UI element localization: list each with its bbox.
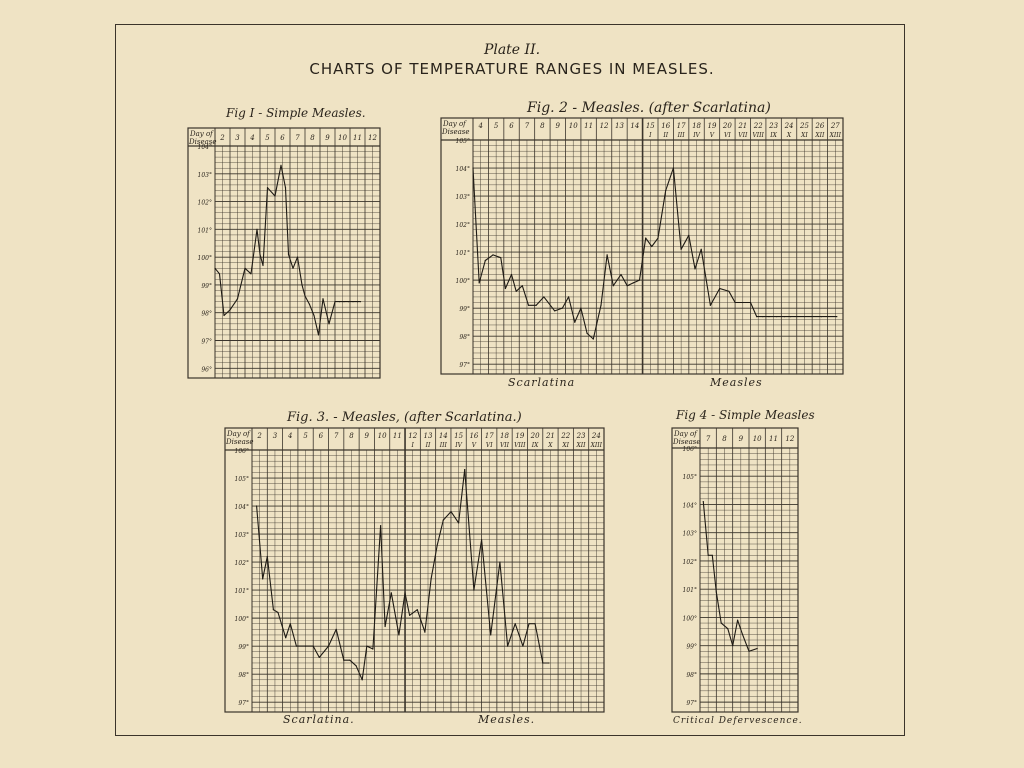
temperature-point	[768, 316, 769, 317]
day-label-7: 7	[524, 122, 530, 130]
measles-day-label-X: X	[548, 442, 553, 449]
day-label-16: 16	[469, 432, 479, 440]
temperature-point	[305, 646, 306, 647]
temperature-point	[522, 285, 523, 286]
temperature-point	[710, 305, 711, 306]
y-tick-label: 104°	[455, 166, 470, 174]
temperature-point	[728, 291, 729, 292]
measles-day-label-X: X	[786, 132, 792, 139]
temperature-point	[250, 273, 251, 274]
temperature-point	[542, 662, 543, 663]
temperature-point	[256, 229, 257, 230]
temperature-point	[516, 291, 517, 292]
temperature-point	[262, 265, 263, 266]
day-label-13: 13	[423, 432, 433, 440]
temperature-point	[391, 592, 392, 593]
temperature-point	[229, 309, 230, 310]
temperature-point	[681, 249, 682, 250]
day-label-27: 27	[830, 122, 840, 130]
temperature-point	[360, 301, 361, 302]
temperature-point	[304, 295, 305, 296]
day-label-11: 11	[392, 432, 402, 440]
temperature-point	[757, 648, 758, 649]
temperature-point	[285, 187, 286, 188]
temperature-point	[349, 660, 350, 661]
temperature-point	[223, 315, 224, 316]
temperature-point	[492, 254, 493, 255]
temperature-point	[313, 315, 314, 316]
temperature-point	[587, 333, 588, 334]
y-tick-label: 99°	[459, 306, 470, 314]
temperature-point	[804, 316, 805, 317]
day-of-disease-label: Day of Disease	[226, 430, 254, 446]
temperature-point	[328, 323, 329, 324]
day-label-5: 5	[265, 134, 270, 142]
temperature-point	[528, 305, 529, 306]
temperature-point	[343, 660, 344, 661]
temperature-point	[748, 651, 749, 652]
temperature-point	[424, 632, 425, 633]
day-label-3: 3	[235, 134, 240, 142]
day-label-8: 8	[722, 435, 727, 443]
temperature-point	[362, 679, 363, 680]
y-tick-label: 105°	[455, 138, 470, 145]
day-label-6: 6	[280, 134, 285, 142]
temperature-point	[297, 257, 298, 258]
temperature-point	[274, 195, 275, 196]
temperature-point	[356, 665, 357, 666]
y-tick-label: 102°	[682, 558, 697, 566]
measles-day-label-VIII: VIII	[752, 132, 764, 139]
measles-day-label-II: II	[425, 442, 431, 449]
measles-day-label-XIII: XIII	[829, 132, 841, 139]
temperature-point	[548, 662, 549, 663]
chart-2	[441, 118, 843, 374]
chart-1	[188, 128, 380, 378]
y-tick-label: 100°	[197, 255, 212, 263]
temperature-point	[366, 646, 367, 647]
temperature-point	[343, 301, 344, 302]
day-label-8: 8	[349, 432, 354, 440]
temperature-point	[522, 646, 523, 647]
measles-day-label-V: V	[709, 132, 715, 139]
chart-frame	[225, 428, 604, 712]
y-tick-label: 99°	[238, 644, 249, 652]
day-of-disease-label: Day of Disease	[673, 430, 701, 446]
temperature-point	[812, 316, 813, 317]
plate-label: Plate II.	[483, 42, 541, 58]
temperature-line	[215, 165, 361, 335]
temperature-point	[398, 634, 399, 635]
day-label-10: 10	[568, 122, 578, 130]
day-label-13: 13	[614, 122, 624, 130]
y-tick-label: 105°	[682, 474, 697, 482]
temperature-point	[328, 646, 329, 647]
day-label-26: 26	[815, 122, 825, 130]
y-tick-label: 99°	[686, 643, 697, 651]
measles-day-label-IV: IV	[455, 442, 462, 449]
fig3-caption: Fig. 3. - Measles, (after Scarlatina.)	[287, 410, 522, 425]
day-label-18: 18	[692, 122, 702, 130]
temperature-point	[273, 609, 274, 610]
temperature-point	[651, 246, 652, 247]
temperature-point	[505, 288, 506, 289]
y-tick-label: 103°	[455, 194, 470, 202]
y-tick-label: 97°	[686, 700, 697, 708]
temperature-point	[536, 305, 537, 306]
temperature-point	[735, 302, 736, 303]
fig1-caption: Fig I - Simple Measles.	[226, 106, 366, 120]
day-label-12: 12	[785, 435, 795, 443]
temperature-point	[334, 301, 335, 302]
day-label-20: 20	[530, 432, 540, 440]
temperature-point	[688, 235, 689, 236]
measles-day-label-XII: XII	[815, 132, 825, 139]
y-tick-label: 99°	[201, 282, 212, 290]
temperature-point	[742, 634, 743, 635]
day-label-25: 25	[799, 122, 809, 130]
temperature-point	[821, 316, 822, 317]
day-label-11: 11	[353, 134, 362, 142]
y-tick-label: 102°	[234, 560, 249, 568]
day-label-5: 5	[303, 432, 308, 440]
day-label-22: 22	[753, 122, 763, 130]
y-tick-label: 103°	[682, 530, 697, 538]
temperature-point	[580, 308, 581, 309]
day-label-2: 2	[220, 134, 225, 142]
y-tick-label: 101°	[682, 587, 697, 595]
temperature-point	[568, 296, 569, 297]
measles-day-label-VII: VII	[499, 442, 510, 449]
day-label-10: 10	[752, 435, 762, 443]
temperature-point	[404, 592, 405, 593]
temperature-point	[485, 260, 486, 261]
temperature-point	[554, 310, 555, 311]
y-tick-label: 105°	[234, 476, 249, 484]
day-label-7: 7	[295, 134, 300, 142]
day-label-23: 23	[576, 432, 586, 440]
measles-day-label-XI: XI	[562, 442, 570, 449]
temperature-point	[750, 302, 751, 303]
temperature-point	[288, 254, 289, 255]
temperature-point	[473, 590, 474, 591]
temperature-point	[280, 165, 281, 166]
temperature-point	[443, 520, 444, 521]
temperature-point	[313, 646, 314, 647]
day-label-12: 12	[368, 134, 377, 142]
temperature-point	[431, 578, 432, 579]
day-label-9: 9	[738, 435, 744, 443]
y-tick-label: 100°	[234, 616, 249, 624]
day-label-10: 10	[338, 134, 347, 142]
measles-day-label-III: III	[677, 132, 685, 139]
day-label-7: 7	[705, 435, 711, 443]
day-label-8: 8	[540, 122, 545, 130]
temperature-point	[732, 645, 733, 646]
y-tick-label: 97°	[201, 338, 212, 346]
day-label-23: 23	[769, 122, 779, 130]
temperature-point	[409, 615, 410, 616]
day-label-19: 19	[707, 122, 717, 130]
day-label-4: 4	[250, 134, 255, 142]
temperature-point	[318, 334, 319, 335]
temperature-point	[458, 522, 459, 523]
temperature-point	[721, 623, 722, 624]
fig2-label-scarlatina: Scarlatina	[508, 376, 576, 389]
temperature-point	[237, 298, 238, 299]
temperature-point	[712, 555, 713, 556]
fig2-caption: Fig. 2 - Measles. (after Scarlatina)	[527, 100, 771, 116]
temperature-point	[507, 646, 508, 647]
temperature-point	[776, 316, 777, 317]
temperature-point	[336, 629, 337, 630]
day-label-14: 14	[630, 122, 640, 130]
temperature-point	[499, 562, 500, 563]
temperature-point	[784, 316, 785, 317]
y-tick-label: 97°	[238, 700, 249, 708]
day-label-22: 22	[561, 432, 571, 440]
chart-4	[672, 428, 798, 712]
day-label-11: 11	[769, 435, 778, 443]
temperature-point	[708, 555, 709, 556]
y-tick-label: 98°	[201, 310, 212, 318]
temperature-point	[719, 288, 720, 289]
y-tick-label: 97°	[459, 362, 470, 370]
temperature-point	[296, 646, 297, 647]
temperature-point	[464, 469, 465, 470]
day-label-12: 12	[408, 432, 418, 440]
temperature-point	[417, 609, 418, 610]
y-tick-label: 98°	[238, 672, 249, 680]
temperature-point	[380, 525, 381, 526]
temperature-point	[600, 305, 601, 306]
temperature-point	[737, 620, 738, 621]
day-label-2: 2	[257, 432, 262, 440]
temperature-point	[627, 285, 628, 286]
y-tick-label: 102°	[197, 199, 212, 207]
measles-day-label-VII: VII	[738, 132, 748, 139]
measles-day-label-VI: VI	[724, 132, 731, 139]
temperature-point	[437, 545, 438, 546]
temperature-point	[322, 298, 323, 299]
measles-day-label-V: V	[471, 442, 477, 449]
temperature-point	[593, 338, 594, 339]
day-label-3: 3	[272, 432, 278, 440]
temperature-point	[827, 316, 828, 317]
y-tick-label: 106°	[234, 448, 249, 455]
day-label-8: 8	[310, 134, 315, 142]
temperature-point	[607, 254, 608, 255]
day-label-9: 9	[325, 134, 330, 142]
y-tick-label: 101°	[197, 227, 212, 235]
y-tick-label: 101°	[234, 588, 249, 596]
measles-day-label-IX: IX	[531, 442, 539, 449]
temperature-point	[515, 623, 516, 624]
temperature-point	[256, 505, 257, 506]
temperature-point	[357, 301, 358, 302]
temperature-point	[673, 167, 674, 168]
temperature-point	[790, 316, 791, 317]
y-tick-label: 101°	[455, 250, 470, 258]
day-label-18: 18	[500, 432, 509, 440]
temperature-point	[796, 316, 797, 317]
temperature-point	[633, 282, 634, 283]
day-label-4: 4	[478, 122, 483, 130]
y-tick-label: 96°	[201, 366, 212, 374]
y-tick-label: 103°	[197, 171, 212, 179]
fig3-label-measles: Measles.	[478, 713, 536, 726]
fig3-label-scarlatina: Scarlatina.	[283, 713, 355, 726]
temperature-point	[348, 301, 349, 302]
fig2-label-measles: Measles	[710, 376, 763, 389]
day-label-6: 6	[318, 432, 324, 440]
temperature-point	[490, 634, 491, 635]
temperature-point	[620, 274, 621, 275]
measles-day-label-XII: XII	[576, 442, 586, 449]
temperature-point	[716, 591, 717, 592]
y-tick-label: 103°	[234, 532, 249, 540]
y-tick-label: 100°	[682, 615, 697, 623]
temperature-point	[836, 316, 837, 317]
day-label-11: 11	[584, 122, 594, 130]
measles-day-label-I: I	[649, 132, 652, 139]
temperature-point	[645, 238, 646, 239]
measles-day-label-IX: IX	[770, 132, 777, 139]
measles-day-label-XI: XI	[801, 132, 808, 139]
fig4-label-critical: Critical Defervescence.	[673, 716, 803, 726]
day-label-24: 24	[591, 432, 601, 440]
temperature-point	[703, 501, 704, 502]
measles-day-label-II: II	[663, 132, 669, 139]
temperature-point	[528, 623, 529, 624]
measles-day-label-VIII: VIII	[514, 442, 526, 449]
temperature-point	[292, 268, 293, 269]
temperature-point	[450, 511, 451, 512]
day-label-9: 9	[364, 432, 370, 440]
temperature-point	[262, 578, 263, 579]
y-tick-label: 104°	[682, 502, 697, 510]
day-label-4: 4	[288, 432, 293, 440]
day-label-17: 17	[484, 432, 494, 440]
temperature-point	[543, 296, 544, 297]
day-label-12: 12	[599, 122, 609, 130]
day-of-disease-label: Day of Disease	[189, 130, 217, 146]
day-label-20: 20	[722, 122, 732, 130]
day-label-6: 6	[509, 122, 514, 130]
temperature-point	[762, 316, 763, 317]
temperature-point	[511, 274, 512, 275]
y-tick-label: 104°	[197, 144, 212, 151]
y-tick-label: 102°	[455, 222, 470, 230]
temperature-point	[385, 626, 386, 627]
day-of-disease-label: Day of Disease	[442, 120, 470, 136]
temperature-point	[535, 623, 536, 624]
temperature-point	[701, 249, 702, 250]
temperature-point	[639, 280, 640, 281]
measles-day-label-I: I	[411, 442, 414, 449]
day-label-21: 21	[545, 432, 555, 440]
temperature-point	[267, 556, 268, 557]
day-label-5: 5	[493, 122, 499, 130]
measles-day-label-VI: VI	[485, 442, 493, 449]
temperature-point	[214, 268, 215, 269]
day-label-17: 17	[676, 122, 686, 130]
day-label-10: 10	[377, 432, 387, 440]
temperature-line	[473, 168, 837, 339]
temperature-point	[309, 304, 310, 305]
temperature-point	[657, 238, 658, 239]
temperature-point	[285, 637, 286, 638]
temperature-point	[301, 284, 302, 285]
y-tick-label: 98°	[459, 334, 470, 342]
temperature-point	[319, 657, 320, 658]
plate-heading: CHARTS OF TEMPERATURE RANGES IN MEASLES.	[309, 60, 715, 78]
temperature-point	[665, 190, 666, 191]
day-label-21: 21	[738, 122, 748, 130]
day-label-14: 14	[438, 432, 448, 440]
measles-day-label-III: III	[439, 442, 447, 449]
measles-day-label-IV: IV	[693, 132, 700, 139]
y-tick-label: 100°	[455, 278, 470, 286]
temperature-point	[742, 302, 743, 303]
y-tick-label: 98°	[686, 671, 697, 679]
day-label-19: 19	[515, 432, 525, 440]
temperature-point	[756, 316, 757, 317]
temperature-point	[290, 623, 291, 624]
temperature-point	[472, 167, 473, 168]
measles-day-label-XIII: XIII	[590, 442, 603, 449]
y-tick-label: 106°	[682, 446, 697, 453]
fig4-caption: Fig 4 - Simple Measles	[676, 408, 815, 422]
day-label-15: 15	[645, 122, 655, 130]
temperature-point	[267, 187, 268, 188]
temperature-point	[613, 285, 614, 286]
chart-3	[225, 428, 604, 712]
day-label-7: 7	[333, 432, 339, 440]
temperature-point	[479, 282, 480, 283]
temperature-point	[244, 268, 245, 269]
temperature-point	[277, 612, 278, 613]
temperature-point	[574, 322, 575, 323]
y-tick-label: 104°	[234, 504, 249, 512]
day-label-16: 16	[661, 122, 671, 130]
temperature-point	[481, 539, 482, 540]
temperature-point	[694, 268, 695, 269]
temperature-line	[257, 470, 549, 680]
day-label-24: 24	[784, 122, 794, 130]
temperature-point	[727, 628, 728, 629]
day-label-15: 15	[454, 432, 464, 440]
temperature-point	[219, 273, 220, 274]
temperature-point	[500, 257, 501, 258]
temperature-point	[372, 648, 373, 649]
temperature-point	[259, 254, 260, 255]
temperature-point	[339, 301, 340, 302]
temperature-point	[352, 301, 353, 302]
temperature-point	[562, 308, 563, 309]
day-label-9: 9	[555, 122, 561, 130]
